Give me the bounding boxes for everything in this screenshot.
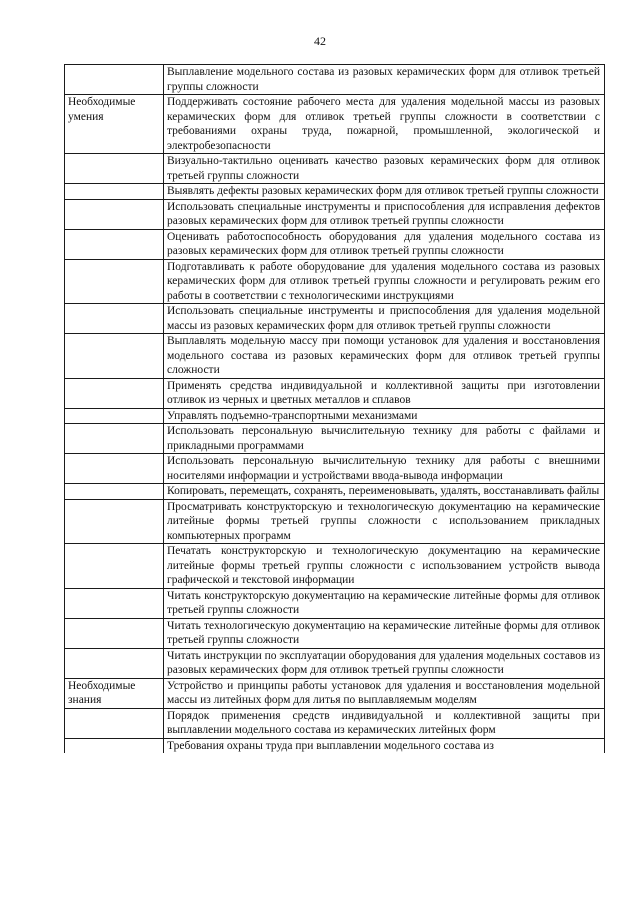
section-label-cell bbox=[65, 229, 164, 259]
section-label-cell bbox=[65, 259, 164, 304]
table-row bbox=[65, 588, 605, 618]
table-row bbox=[65, 408, 605, 424]
requirement-text-cell: Читать инструкции по эксплуатации оборудования для удаления модельных составов из разовых керамических форм для отливок третьей группы сложности bbox=[164, 648, 605, 678]
section-label-cell bbox=[65, 199, 164, 229]
section-label-cell bbox=[65, 708, 164, 738]
requirement-text-cell: Использовать персональную вычислительную технику для работы с файлами и прикладными программами bbox=[164, 424, 605, 454]
table-row bbox=[65, 334, 605, 379]
requirement-text-cell: Просматривать конструкторскую и технологическую документацию на керамические литейные формы третьей группы сложности с использованием прикладных компьютерных программ bbox=[164, 499, 605, 544]
requirement-text-cell: Выявлять дефекты разовых керамических форм для отливок третьей группы сложности bbox=[164, 184, 605, 200]
requirement-text-cell: Применять средства индивидуальной и коллективной защиты при изготовлении отливок из черных и цветных металлов и сплавов bbox=[164, 378, 605, 408]
table-row bbox=[65, 229, 605, 259]
requirement-text-cell: Выплавление модельного состава из разовых керамических форм для отливок третьей группы сложности bbox=[164, 65, 605, 95]
requirement-text-cell: Поддерживать состояние рабочего места для удаления модельной массы из разовых керамических форм для отливок третьей группы сложности в соответствии с требованиями охраны труда, пожарной, промышленной, экологической и электробезопасности bbox=[164, 95, 605, 154]
requirements-table bbox=[64, 64, 605, 753]
table-row bbox=[65, 708, 605, 738]
requirement-text-cell: Читать технологическую документацию на керамические литейные формы для отливок третьей группы сложности bbox=[164, 618, 605, 648]
requirement-text-cell: Подготавливать к работе оборудование для удаления модельного состава из разовых керамических форм для отливок третьей группы сложности и регулировать режим его работы в соответствии с технологическими инструкциями bbox=[164, 259, 605, 304]
table-row bbox=[65, 95, 605, 154]
table-row bbox=[65, 184, 605, 200]
table-row bbox=[65, 738, 605, 753]
table-row bbox=[65, 304, 605, 334]
table-row bbox=[65, 544, 605, 589]
requirement-text-cell: Управлять подъемно-транспортными механизмами bbox=[164, 408, 605, 424]
table-row bbox=[65, 424, 605, 454]
section-label-cell bbox=[65, 424, 164, 454]
table-row bbox=[65, 484, 605, 500]
section-label-cell bbox=[65, 588, 164, 618]
table-row bbox=[65, 65, 605, 95]
section-label-cell: Необходимые знания bbox=[65, 678, 164, 708]
section-label-cell bbox=[65, 408, 164, 424]
table-row bbox=[65, 678, 605, 708]
section-label-cell bbox=[65, 738, 164, 753]
table-row bbox=[65, 499, 605, 544]
section-label-cell bbox=[65, 184, 164, 200]
section-label-cell bbox=[65, 154, 164, 184]
table-row bbox=[65, 259, 605, 304]
section-label-cell bbox=[65, 304, 164, 334]
requirement-text-cell: Выплавлять модельную массу при помощи установок для удаления и восстановления модельного состава из разовых керамических форм для отливок третьей группы сложности bbox=[164, 334, 605, 379]
requirement-text-cell: Использовать персональную вычислительную технику для работы с внешними носителями информации и устройствами ввода-вывода информации bbox=[164, 454, 605, 484]
table-row bbox=[65, 378, 605, 408]
table-row bbox=[65, 618, 605, 648]
requirement-text-cell: Копировать, перемещать, сохранять, переименовывать, удалять, восстанавливать файлы bbox=[164, 484, 605, 500]
section-label-cell bbox=[65, 648, 164, 678]
requirement-text-cell: Устройство и принципы работы установок для удаления и восстановления модельной массы из литейных форм для литья по выплавляемым моделям bbox=[164, 678, 605, 708]
section-label-cell bbox=[65, 618, 164, 648]
requirement-text-cell: Визуально-тактильно оценивать качество разовых керамических форм для отливок третьей группы сложности bbox=[164, 154, 605, 184]
table-row bbox=[65, 454, 605, 484]
requirement-text-cell: Печатать конструкторскую и технологическую документацию на керамические литейные формы третьей группы сложности с использованием устройств вывода графической и текстовой информации bbox=[164, 544, 605, 589]
table-row bbox=[65, 154, 605, 184]
requirement-text-cell: Требования охраны труда при выплавлении модельного состава из bbox=[164, 738, 605, 753]
requirement-text-cell: Читать конструкторскую документацию на керамические литейные формы для отливок третьей группы сложности bbox=[164, 588, 605, 618]
section-label-cell bbox=[65, 334, 164, 379]
table-row bbox=[65, 648, 605, 678]
page-number: 42 bbox=[314, 34, 326, 48]
section-label-cell bbox=[65, 378, 164, 408]
section-label-cell bbox=[65, 454, 164, 484]
requirement-text-cell: Оценивать работоспособность оборудования для удаления модельного состава из разовых керамических форм для отливок третьей группы сложности bbox=[164, 229, 605, 259]
table-body bbox=[65, 65, 605, 754]
section-label-cell bbox=[65, 499, 164, 544]
requirement-text-cell: Порядок применения средств индивидуальной и коллективной защиты при выплавлении модельного состава из керамических литейных форм bbox=[164, 708, 605, 738]
section-label-cell bbox=[65, 65, 164, 95]
table-row bbox=[65, 199, 605, 229]
requirement-text-cell: Использовать специальные инструменты и приспособления для удаления модельной массы из разовых керамических форм для отливок третьей группы сложности bbox=[164, 304, 605, 334]
section-label-cell: Необходимые умения bbox=[65, 95, 164, 154]
requirement-text-cell: Использовать специальные инструменты и приспособления для исправления дефектов разовых керамических форм для отливок третьей группы сложности bbox=[164, 199, 605, 229]
section-label-cell bbox=[65, 544, 164, 589]
section-label-cell bbox=[65, 484, 164, 500]
